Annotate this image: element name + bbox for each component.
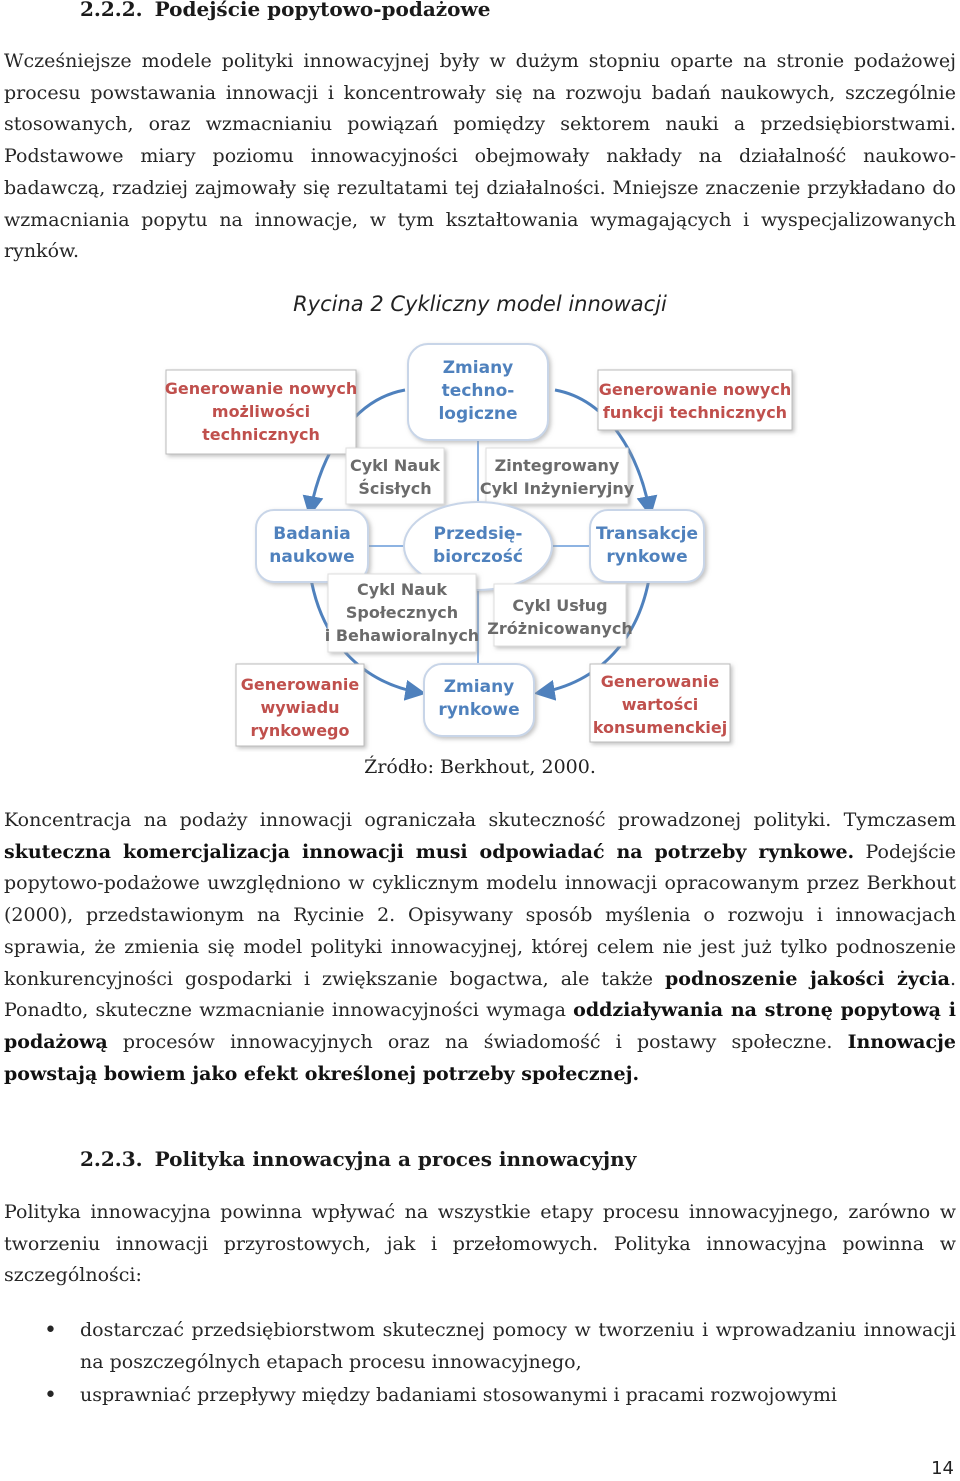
p2-bold-1: skuteczna komercjalizacja innowacji musi odpowiadać na potrzeby rynkowe. xyxy=(4,840,855,863)
cycle-uslug-line-1: Cykl Usług xyxy=(512,596,608,615)
node-left-line-2: naukowe xyxy=(269,547,355,567)
node-top-left-line-1: Generowanie nowych xyxy=(164,379,358,398)
cycle-inzynieryjny-line-2: Cykl Inżynieryjny xyxy=(479,479,635,498)
paragraph-1: Wcześniejsze modele polityki innowacyjnej były w dużym stopniu oparte na stronie podażowej procesu powstawania innowacji i koncentrowały się na rozwoju badań naukowych, szczególnie stosowanych, oraz wzmacnianiu powiązań pomiędzy sektorem nauki a przedsiębiorstwami. Podstawowe miary poziomu innowacyjności obejmowały nakłady na działalność naukowo-badawczą, rzadziej zajmowały się rezultatami tej działalności. Mniejsze znaczenie przykładano do wzmacniania popytu na innowacje, w tym kształtowania wymagających i wyspecjalizowanych rynków. xyxy=(4,50,956,263)
paragraph-3: Polityka innowacyjna powinna wpływać na wszystkie etapy procesu innowacyjnego, zarówno w tworzeniu innowacji przyrostowych, jak i przełomowych. Polityka innowacyjna powinna w szczególności: xyxy=(4,1201,956,1287)
cycle-nauk-scislych-line-1: Cykl Nauk xyxy=(349,456,441,475)
cycle-spoleczny-line-3: i Behawioralnych xyxy=(324,626,480,645)
node-top-right-line-1: Generowanie nowych xyxy=(598,380,792,399)
figure-caption: Rycina 2 Cykliczny model innowacji xyxy=(293,292,667,316)
page-number: 14 xyxy=(931,1458,954,1479)
section-number: 2.2.2. xyxy=(80,0,143,21)
node-top-line-1: Zmiany xyxy=(442,358,514,378)
cycle-spoleczny-line-2: Społecznych xyxy=(345,603,459,622)
cycle-inzynieryjny-line-1: Zintegrowany xyxy=(494,456,620,475)
p2-text-1: Koncentracja na podaży innowacji ograniczała skuteczność prowadzonej polityki. Tymczasem xyxy=(4,809,956,831)
p2-bold-2: podnoszenie jakości życia xyxy=(665,967,950,990)
node-center-line-2: biorczość xyxy=(433,547,523,567)
paragraph-2 xyxy=(4,805,956,1090)
node-top-line-2: techno- xyxy=(441,381,515,401)
cycle-label-nauk-scislych xyxy=(346,448,444,504)
node-bottom-line-1: Zmiany xyxy=(443,677,515,697)
cycle-spoleczny-line-1: Cykl Nauk xyxy=(356,580,448,599)
bullet-text: usprawniać przepływy między badaniami stosowanymi i pracami rozwojowymi xyxy=(80,1384,837,1406)
node-top xyxy=(408,344,548,440)
p2-text-2: Podejście popytowo-podażowe uwzględniono w cyklicznym modelu innowacji opracowanym przez Berkhout (2000), przedstawionym na Rycinie 2. Opisywany sposób myślenia o rozwoju i innowacjach sprawia, że zmienia się model polityki innowacyjnej, której celem nie jest już tylko podnoszenie konkurencyjności gospodarki i zwiększanie bogactwa, ale także xyxy=(4,840,956,990)
node-bottom-right-line-1: Generowanie xyxy=(600,672,720,691)
node-bottom-right xyxy=(590,664,730,742)
section-heading-2-2-2 xyxy=(80,0,490,21)
node-top-left xyxy=(165,370,357,454)
cycle-nauk-scislych-line-2: Ścisłych xyxy=(358,479,432,498)
cycle-label-inzynieryjny xyxy=(480,448,635,504)
node-right-line-1: Transakcje xyxy=(595,524,699,544)
node-top-left-line-3: technicznych xyxy=(202,425,320,444)
p2-text-4: procesów innowacyjnych oraz na świadomość i postawy społeczne. xyxy=(107,1030,848,1053)
diagram-svg xyxy=(160,338,800,752)
figure-source: Źródło: Berkhout, 2000. xyxy=(364,756,596,778)
node-left-line-1: Badania xyxy=(273,524,351,544)
p2-bold-4: Innowacje powstają bowiem jako efekt określonej potrzeby społecznej. xyxy=(4,1030,956,1085)
node-bottom-right-line-2: wartości xyxy=(621,695,699,714)
cyclic-innovation-diagram xyxy=(160,338,800,752)
node-bottom-right-line-3: konsumenckiej xyxy=(592,718,728,737)
bullet-text: dostarczać przedsiębiorstwom skutecznej pomocy w tworzeniu i wprowadzaniu innowacji na poszczególnych etapach procesu innowacyjnego, xyxy=(80,1319,956,1373)
cycle-uslug-line-2: Zróżnicowanych xyxy=(487,619,633,638)
node-center-line-1: Przedsię- xyxy=(433,524,523,544)
p2-bold-3: oddziaływania na stronę popytową i podażową xyxy=(4,999,956,1053)
node-top-right-line-2: funkcji technicznych xyxy=(602,403,788,422)
node-bottom-left-line-3: rynkowego xyxy=(250,721,350,740)
cycle-label-uslug xyxy=(487,584,632,646)
node-top-left-line-2: możliwości xyxy=(211,402,311,421)
section-title: Polityka innowacyjna a proces innowacyjny xyxy=(154,1147,637,1171)
node-bottom-left-line-2: wywiadu xyxy=(260,698,340,717)
section-heading-2-2-3 xyxy=(80,1147,636,1171)
p2-text-3: . Ponadto, skuteczne wzmacnianie innowacyjności wymaga xyxy=(4,967,957,1022)
node-bottom xyxy=(424,664,534,736)
node-top-right xyxy=(598,370,792,430)
cycle-label-spoleczny xyxy=(325,574,479,652)
node-bottom-line-2: rynkowe xyxy=(438,700,520,720)
section-number: 2.2.3. xyxy=(80,1147,143,1171)
node-left xyxy=(256,510,368,582)
section-title: Podejście popytowo-podażowe xyxy=(154,0,491,21)
node-bottom-left-line-1: Generowanie xyxy=(240,675,360,694)
bullet-icon: • xyxy=(44,1383,57,1408)
node-bottom-left xyxy=(236,664,364,746)
node-right-line-2: rynkowe xyxy=(606,547,688,567)
bullet-icon: • xyxy=(44,1318,57,1343)
node-right xyxy=(590,510,704,582)
node-top-line-3: logiczne xyxy=(438,404,518,424)
